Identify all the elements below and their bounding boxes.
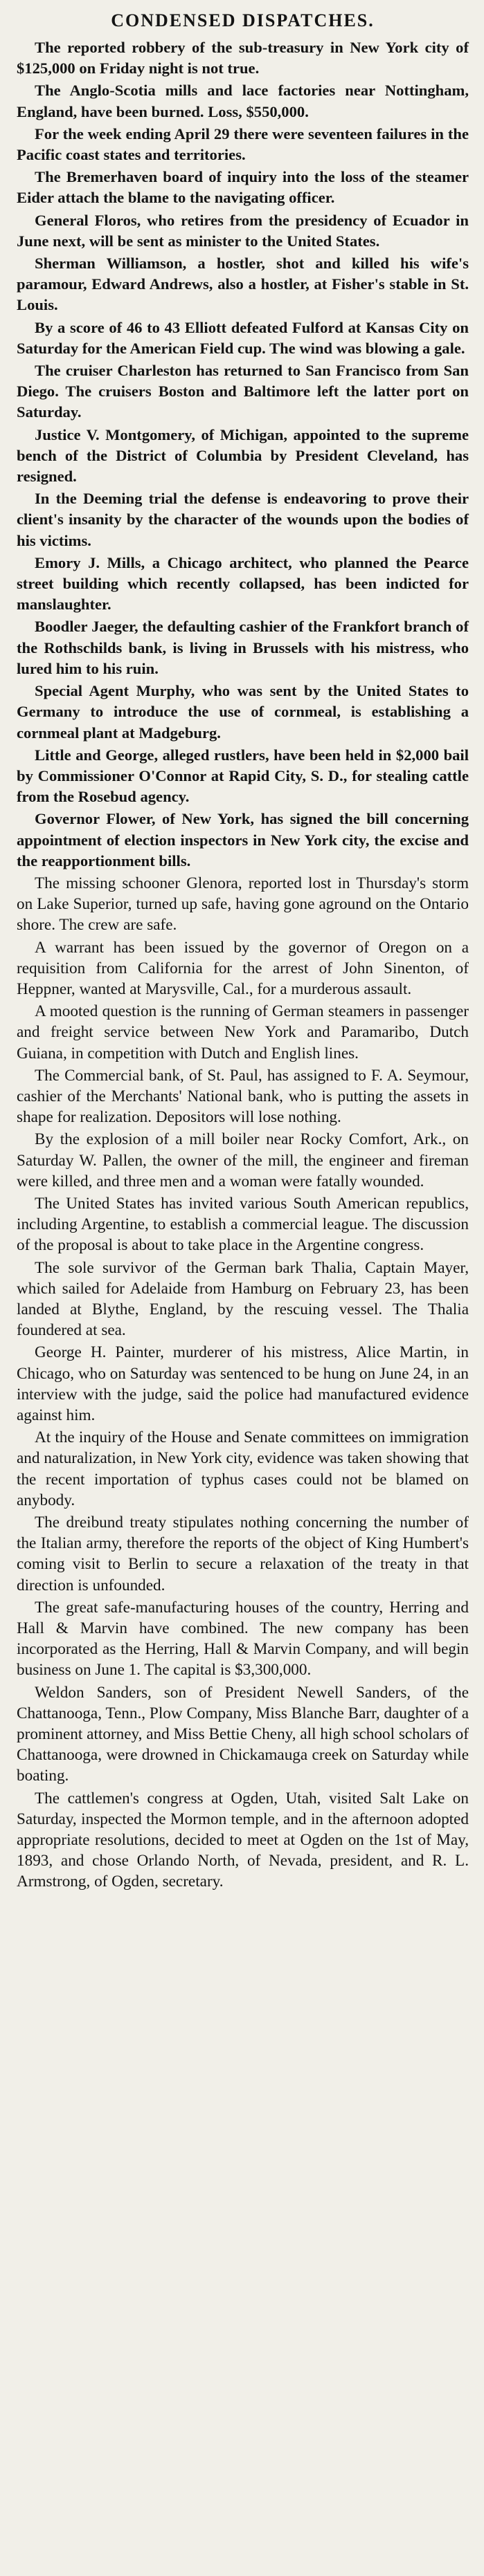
- dispatch-item: Governor Flower, of New York, has signed the bill concerning appointment of election inspectors in New York city, the excise and the reapportionment bills.: [17, 810, 469, 870]
- dispatch-item: The Bremerhaven board of inquiry into the loss of the steamer Eider attach the blame to the navigating officer.: [17, 168, 469, 207]
- dispatch-item: At the inquiry of the House and Senate committees on immigration and naturalization, in New York city, evidence was taken showing that the recent importation of typhus cases could not be blamed on anybody.: [17, 1428, 469, 1509]
- dispatch-item: General Floros, who retires from the presidency of Ecuador in June next, will be sent as minister to the United States.: [17, 211, 469, 250]
- dispatch-item: Sherman Williamson, a hostler, shot and killed his wife's paramour, Edward Andrews, also a hostler, at Fisher's stable in St. Louis.: [17, 255, 469, 314]
- dispatch-item: The cattlemen's congress at Ogden, Utah, visited Salt Lake on Saturday, inspected the Mormon temple, and in the afternoon adopted appropriate resolutions, decided to meet at Ogden on the 1st of May, 1893, and chose Orlando North, of Nevada, president, and R. L. Armstrong, of Ogden, secretary.: [17, 1789, 469, 1891]
- dispatch-item: Special Agent Murphy, who was sent by the United States to Germany to introduce the use of cornmeal, is establishing a cornmeal plant at Madgeburg.: [17, 682, 469, 742]
- dispatch-item: By the explosion of a mill boiler near Rocky Comfort, Ark., on Saturday W. Pallen, the owner of the mill, the engineer and fireman were killed, and three men and a woman were fatally wounded.: [17, 1130, 469, 1190]
- dispatch-item: Emory J. Mills, a Chicago architect, who planned the Pearce street building which recently collapsed, has been indicted for manslaughter.: [17, 553, 469, 614]
- dispatch-item: The dreibund treaty stipulates nothing concerning the number of the Italian army, therefore the reports of the object of King Humbert's coming visit to Berlin to secure a relaxation of the treaty in that direction is unfounded.: [17, 1514, 469, 1594]
- dispatch-item: In the Deeming trial the defense is endeavoring to prove their client's insanity by the character of the wounds upon the bodies of his victims.: [17, 490, 469, 549]
- dispatch-list: [17, 37, 469, 1893]
- dispatch-item: The reported robbery of the sub-treasury in New York city of $125,000 on Friday night is not true.: [17, 39, 469, 77]
- dispatch-item: The United States has invited various South American republics, including Argentine, to establish a commercial league. The discussion of the proposal is about to take place in the Argentine congress.: [17, 1194, 469, 1255]
- dispatch-item: The sole survivor of the German bark Thalia, Captain Mayer, which sailed for Adelaide from Hamburg on February 23, has been landed at Blythe, England, by the rescuing vessel. The Thalia foundered at sea.: [17, 1258, 469, 1340]
- dispatch-item: Justice V. Montgomery, of Michigan, appointed to the supreme bench of the District of Columbia by President Cleveland, has resigned.: [17, 425, 469, 486]
- dispatch-item: A mooted question is the running of German steamers in passenger and freight service between New York and Paramaribo, Dutch Guiana, in competition with Dutch and English lines.: [17, 1002, 469, 1062]
- dispatch-item: The cruiser Charleston has returned to San Francisco from San Diego. The cruisers Boston and Baltimore left the latter port on Saturday.: [17, 362, 469, 421]
- dispatch-item: For the week ending April 29 there were seventeen failures in the Pacific coast states and territories.: [17, 125, 469, 164]
- dispatch-item: The great safe-manufacturing houses of the country, Herring and Hall & Marvin have combined. The new company has been incorporated as the Herring, Hall & Marvin Company, and will begin business on June 1. The capital is $3,300,000.: [17, 1598, 469, 1680]
- page-title: CONDENSED DISPATCHES.: [111, 10, 375, 30]
- dispatch-item: A warrant has been issued by the governor of Oregon on a requisition from California for the arrest of John Sinenton, of Heppner, wanted at Marysville, Cal., for a murderous assault.: [17, 938, 469, 998]
- dispatch-item: The missing schooner Glenora, reported lost in Thursday's storm on Lake Superior, turned up safe, having gone aground on the Ontario shore. The crew are safe.: [17, 874, 469, 935]
- dispatch-item: Little and George, alleged rustlers, have been held in $2,000 bail by Commissioner O'Connor at Rapid City, S. D., for stealing cattle from the Rosebud agency.: [17, 746, 469, 806]
- dispatch-item: By a score of 46 to 43 Elliott defeated Fulford at Kansas City on Saturday for the American Field cup. The wind was blowing a gale.: [17, 318, 469, 357]
- dispatch-item: George H. Painter, murderer of his mistress, Alice Martin, in Chicago, who on Saturday was sentenced to be hung on June 24, in an interview with the judge, said the police had manufactured evidence against him.: [17, 1343, 469, 1424]
- dispatch-item: The Anglo-Scotia mills and lace factories near Nottingham, England, have been burned. Loss, $550,000.: [17, 82, 469, 120]
- dispatch-item: Weldon Sanders, son of President Newell Sanders, of the Chattanooga, Tenn., Plow Company, Miss Blanche Barr, daughter of a prominent attorney, and Miss Bettie Cheny, all high school scholars of Chattanooga, were drowned in Chickamauga creek on Saturday while boating.: [17, 1683, 469, 1785]
- dispatch-item: The Commercial bank, of St. Paul, has assigned to F. A. Seymour, cashier of the Merchants' National bank, who is putting the assets in shape for realization. Depositors will lose nothing.: [17, 1066, 469, 1127]
- dispatch-item: Boodler Jaeger, the defaulting cashier of the Frankfort branch of the Rothschilds bank, is living in Brussels with his mistress, who lured him to his ruin.: [17, 618, 469, 677]
